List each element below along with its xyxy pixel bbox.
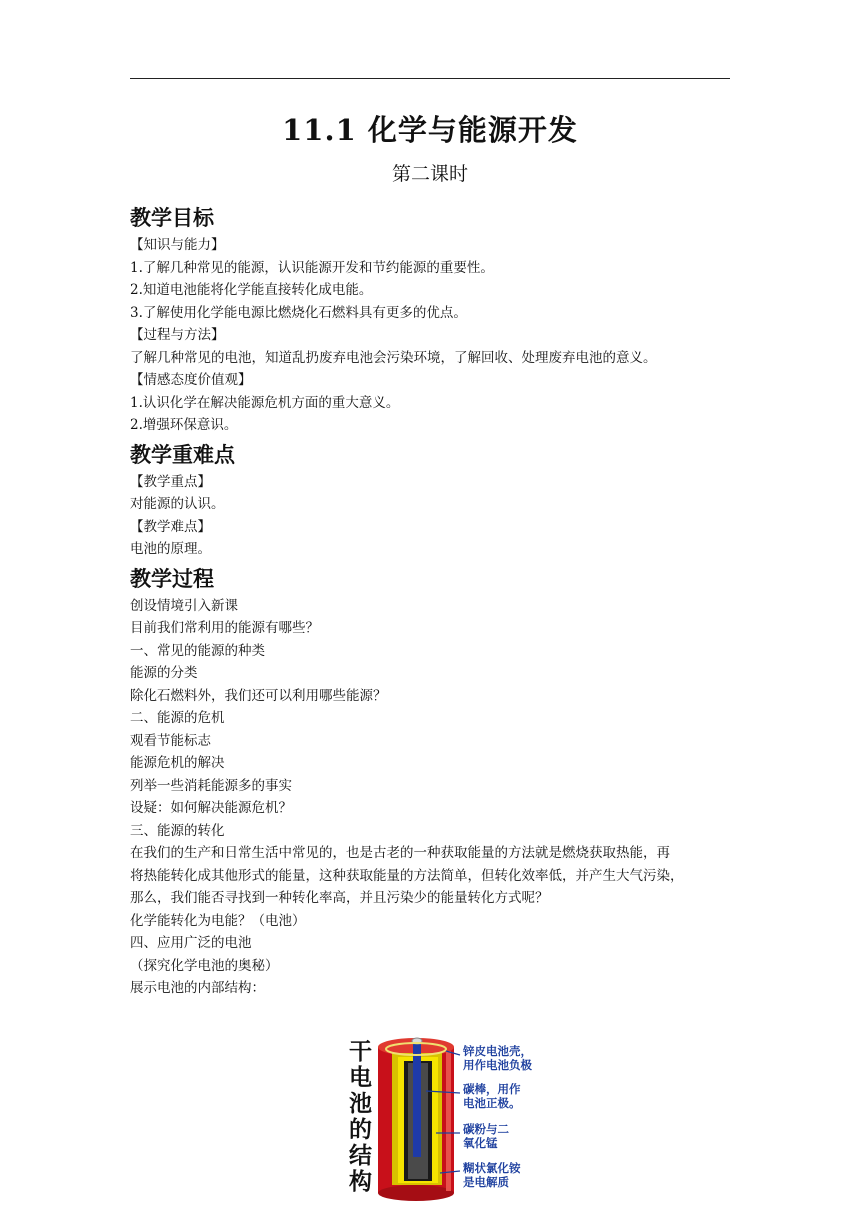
body-line: 设疑：如何解决能源危机？ (130, 800, 292, 816)
body-line: 能源的分类 (130, 665, 198, 681)
section-heading: 教学重难点 (130, 442, 235, 467)
body-line: 【知识与能力】 (130, 237, 225, 253)
figure-label: 碳粉与二 (463, 1122, 509, 1136)
document-body (130, 200, 730, 1000)
body-line: 对能源的认识。 (130, 496, 225, 512)
body-line: 目前我们常利用的能源有哪些？ (130, 620, 319, 636)
dry-cell-diagram (346, 1033, 556, 1201)
figure-label: 碳棒，用作 (463, 1082, 521, 1096)
figure-label: 是电解质 (463, 1175, 509, 1189)
body-line: 能源危机的解决 (130, 755, 225, 771)
body-line: 【教学重点】 (130, 473, 211, 490)
body-line: 一、常见的能源的种类 (130, 642, 265, 659)
body-line: 三、能源的转化 (130, 822, 225, 839)
document-subtitle: 第二课时 (391, 163, 468, 185)
body-line: 那么，我们能否寻找到一种转化率高，并且污染少的能量转化方式呢？ (130, 890, 549, 906)
carbon-rod (413, 1041, 421, 1157)
body-line: 1.认识化学在解决能源危机方面的重大意义。 (130, 394, 400, 411)
battery-cutaway (378, 1038, 454, 1201)
body-line: 除化石燃料外，我们还可以利用哪些能源？ (130, 687, 387, 704)
body-line: 二、能源的危机 (130, 710, 225, 726)
body-line: 化学能转化为电能？（电池） (130, 912, 306, 929)
figure-title-char: 池 (349, 1091, 372, 1117)
section-objectives (130, 202, 730, 437)
body-line: 2.知道电池能将化学能直接转化成电能。 (130, 282, 373, 298)
section-heading: 教学过程 (130, 566, 214, 591)
section-key-points (130, 439, 730, 561)
dry-cell-structure-figure (346, 1033, 556, 1201)
shell-bottom (378, 1185, 454, 1201)
figure-title-char: 电 (349, 1065, 372, 1091)
section-process (130, 563, 730, 1000)
body-line: 3.了解使用化学能电源比燃烧化石燃料具有更多的优点。 (130, 304, 467, 321)
body-line: （探究化学电池的奥秘） (130, 957, 279, 974)
body-line: 在我们的生产和日常生活中常见的，也是古老的一种获取能量的方法就是燃烧获取热能，再 (130, 845, 670, 861)
section-lines (130, 234, 730, 437)
body-line: 展示电池的内部结构： (130, 980, 265, 996)
section-lines (130, 471, 730, 561)
body-line: 将热能转化成其他形式的能量，这种获取能量的方法简单，但转化效率低，并产生大气污染， (130, 867, 684, 884)
body-line: 1.了解几种常见的能源，认识能源开发和节约能源的重要性。 (130, 259, 494, 276)
body-line: 观看节能标志 (130, 732, 211, 749)
body-line: 2.增强环保意识。 (130, 417, 238, 433)
figure-title-char: 干 (349, 1039, 372, 1065)
document-title: 11.1 化学与能源开发 (282, 113, 578, 147)
figure-title-char: 的 (349, 1117, 372, 1143)
body-line: 【教学难点】 (130, 518, 211, 535)
body-line: 了解几种常见的电池，知道乱扔废弃电池会污染环境，了解回收、处理废弃电池的意义。 (130, 349, 657, 366)
figure-title-char: 结 (349, 1143, 372, 1169)
shell-highlight (446, 1051, 451, 1191)
body-line: 电池的原理。 (130, 541, 211, 557)
body-line: 列举一些消耗能源多的事实 (130, 777, 292, 794)
body-line: 创设情境引入新课 (130, 597, 238, 614)
figure-label: 用作电池负极 (463, 1058, 532, 1072)
figure-label: 电池正极。 (463, 1096, 521, 1110)
body-line: 【过程与方法】 (130, 327, 225, 343)
header-rule (130, 78, 730, 79)
body-line: 【情感态度价值观】 (130, 372, 252, 388)
figure-label: 氧化锰 (463, 1136, 498, 1150)
figure-label: 糊状氯化铵 (463, 1161, 521, 1175)
body-line: 四、应用广泛的电池 (130, 935, 252, 951)
figure-label: 锌皮电池壳， (463, 1044, 532, 1058)
figure-title-char: 构 (349, 1169, 372, 1195)
section-lines (130, 595, 730, 1000)
section-heading: 教学目标 (130, 206, 214, 230)
